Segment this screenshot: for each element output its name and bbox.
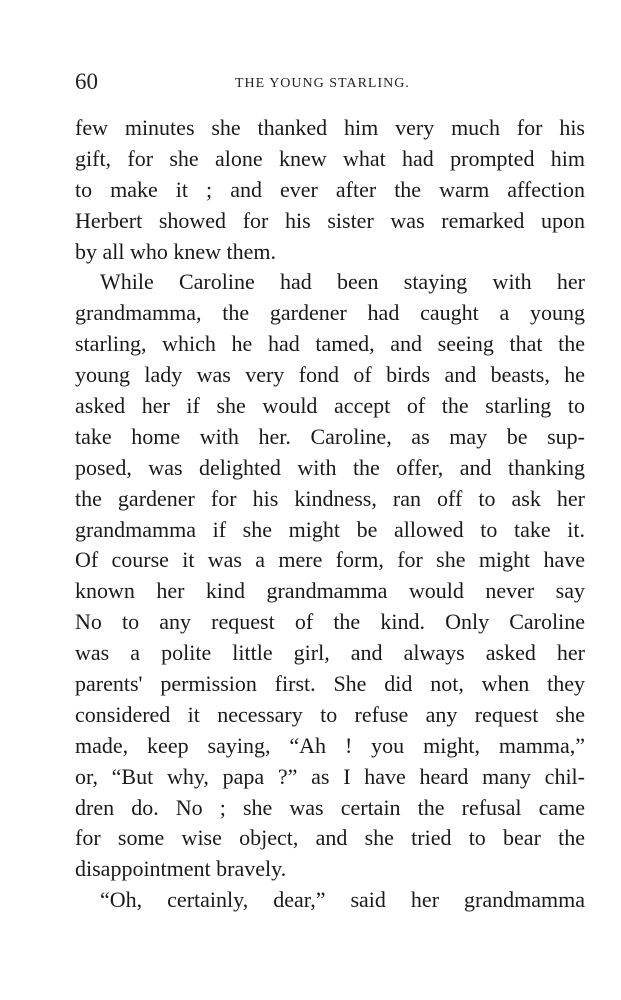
text-line: take home with her. Caroline, as may be sup-: [75, 423, 585, 449]
text-line: starling, which he had tamed, and seeing that the: [75, 331, 585, 357]
text-line: by all who knew them.: [75, 238, 277, 264]
text-line: few minutes she thanked him very much for his: [75, 115, 585, 140]
text-line: While Caroline had been staying with her: [100, 269, 585, 295]
text-line: was a polite little girl, and always asked her: [75, 640, 585, 666]
text-line: Herbert showed for his sister was remarked upon: [75, 207, 585, 233]
text-line: to make it ; and ever after the warm affection: [75, 176, 585, 202]
running-title: THE YOUNG STARLING.: [235, 76, 410, 91]
text-line: young lady was very fond of birds and beasts, he: [75, 362, 585, 388]
text-line: grandmamma, the gardener had caught a young: [75, 300, 585, 326]
text-line: dren do. No ; she was certain the refusal came: [75, 794, 585, 820]
text-line: disappointment bravely.: [75, 856, 287, 882]
text-line: made, keep saying, “Ah ! you might, mamma,”: [75, 732, 585, 758]
text-line: “Oh, certainly, dear,” said her grandmamma: [100, 887, 585, 913]
text-line: the gardener for his kindness, ran off to ask her: [75, 485, 585, 511]
text-line: known her kind grandmamma would never say: [75, 578, 585, 604]
text-line: for some wise object, and she tried to bear the: [75, 825, 585, 851]
page-number: 60: [75, 69, 98, 94]
text-line: parents' permission first. She did not, when they: [75, 671, 585, 697]
page-header: [75, 66, 585, 98]
text-line: posed, was delighted with the offer, and thanking: [75, 454, 585, 480]
text-line: No to any request of the kind. Only Caroline: [75, 609, 585, 635]
text-line: grandmamma if she might be allowed to take it.: [75, 516, 585, 542]
text-line: considered it necessary to refuse any request she: [75, 701, 585, 727]
text-line: Of course it was a mere form, for she might have: [75, 547, 585, 573]
text-line: gift, for she alone knew what had prompted him: [75, 145, 585, 171]
text-line: or, “But why, papa ?” as I have heard many chil-: [75, 763, 585, 789]
body-text: [75, 113, 585, 916]
text-line: asked her if she would accept of the starling to: [75, 393, 585, 419]
